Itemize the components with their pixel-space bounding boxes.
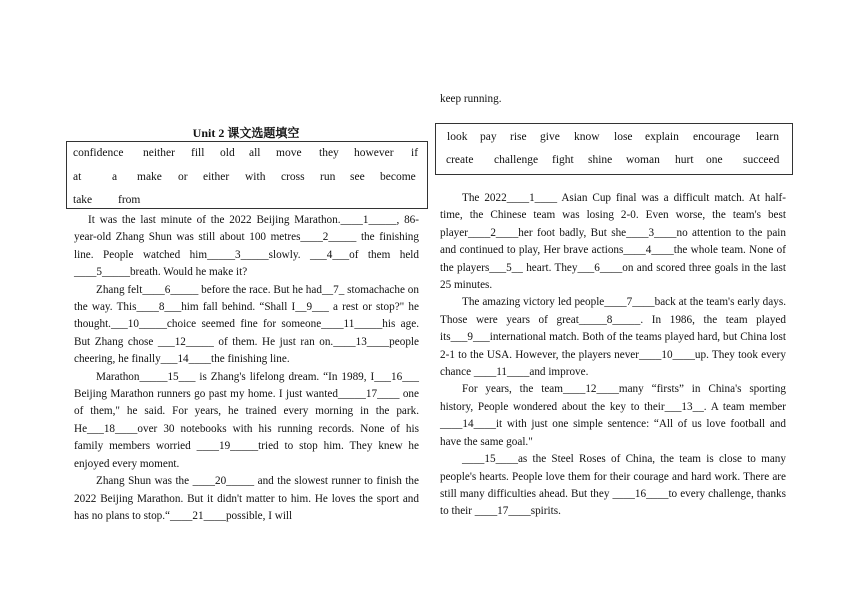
passage-marathon bbox=[74, 212, 419, 525]
passage-steel-roses bbox=[440, 190, 786, 521]
word-bank-word: neither bbox=[143, 147, 175, 159]
word-bank-word: they bbox=[319, 147, 339, 159]
paragraph: It was the last minute of the 2022 Beijing Marathon.____1_____, 86-year-old Zhang Shun was still about 100 metres____2_____ the finishing line. People watched him_____3_____slowly. ___4___of them held ____5_____breath. Would he make it? bbox=[74, 214, 419, 279]
word-bank-word: pay bbox=[480, 131, 497, 143]
word-bank-word: run bbox=[320, 171, 336, 183]
word-bank-word: move bbox=[276, 147, 302, 159]
paragraph: The amazing victory led people____7____back at the team's early days. Those were years of great_____8_____. In 1986, the team played its___9___international match. Both of the teams played hard, but China lost 2-1 to the USA. However, the players never____10____up. They took every chance ____11____and improve. bbox=[440, 296, 786, 379]
word-bank-word: make bbox=[137, 171, 162, 183]
word-bank-word: if bbox=[411, 147, 419, 159]
word-bank-left bbox=[66, 141, 428, 209]
word-bank-word: become bbox=[380, 171, 416, 183]
paragraph: For years, the team____12____many “firsts” in China's sporting history, People wondered about the key to their___13__. A team member ____14____it with just one simple sentence: “All of us love football and have the same goal." bbox=[440, 383, 786, 448]
word-bank-word: from bbox=[118, 194, 141, 206]
word-bank-word: cross bbox=[281, 171, 305, 183]
word-bank-word: lose bbox=[614, 131, 633, 143]
word-bank-word: encourage bbox=[693, 131, 741, 143]
word-bank-word: hurt bbox=[675, 154, 694, 166]
word-bank-word: either bbox=[203, 171, 230, 183]
word-bank-word: however bbox=[354, 147, 394, 159]
paragraph: Zhang Shun was the ____20_____ and the slowest runner to finish the 2022 Beijing Marathon. But it didn't matter to him. He loves the sport and has no plans to stop.“____21____possible, I will bbox=[74, 475, 419, 522]
word-bank-word: fight bbox=[552, 154, 574, 166]
word-bank-word: one bbox=[706, 154, 723, 166]
word-bank-word: with bbox=[245, 171, 266, 183]
word-bank-word: confidence bbox=[73, 147, 124, 159]
passage-continuation: keep running. bbox=[440, 93, 502, 105]
word-bank-word: at bbox=[73, 171, 82, 183]
word-bank-word: succeed bbox=[743, 154, 780, 166]
word-bank-word: look bbox=[447, 131, 468, 143]
word-bank-word: a bbox=[112, 171, 118, 183]
word-bank-word: woman bbox=[626, 154, 660, 166]
word-bank-word: learn bbox=[756, 131, 779, 143]
word-bank-word: challenge bbox=[494, 154, 539, 166]
word-bank-word: or bbox=[178, 171, 188, 183]
word-bank-word: take bbox=[73, 194, 93, 206]
paragraph: The 2022____1____ Asian Cup final was a difficult match. At half-time, the Chinese team was losing 2-0. Even worse, the team's best player____2____her foot badly, But she____3____no attention to the pain and continued to play, Her brave actions____4____the whole team. None of the players___5__ heart. They___6____on and scored three goals in the last 25 minutes. bbox=[440, 192, 786, 292]
word-bank-word: know bbox=[574, 131, 600, 143]
word-bank-word: fill bbox=[191, 147, 205, 159]
word-bank-word: old bbox=[220, 147, 235, 159]
word-bank-word: explain bbox=[645, 131, 679, 143]
page-title: Unit 2 课文选题填空 bbox=[192, 126, 300, 140]
word-bank-word: see bbox=[350, 171, 365, 183]
word-bank-right bbox=[435, 123, 793, 175]
word-bank-word: create bbox=[446, 154, 474, 166]
paragraph: ____15____as the Steel Roses of China, the team is close to many people's hearts. People love them for their courage and hard work. There are still many difficulties ahead. But they ____16____to every challenge, thanks to their ____17____spirits. bbox=[440, 453, 786, 518]
word-bank-word: all bbox=[249, 147, 261, 159]
word-bank-word: rise bbox=[510, 131, 527, 143]
word-bank-word: give bbox=[540, 131, 560, 143]
word-bank-word: shine bbox=[588, 154, 613, 166]
paragraph: Marathon_____15___ is Zhang's lifelong dream. “In 1989, I___16___ Beijing Marathon runners go past my home. I just wanted_____17____ one of them," he said. For years, he trained every morning in the park. He___18____over 30 notebooks with his running records. None of his family members worried ____19_____tried to stop him. They knew he enjoyed every moment. bbox=[74, 370, 419, 470]
paragraph: Zhang felt____6_____ before the race. But he had__7_ stomachache on the way. This____8___him fall behind. “Shall I__9___ a rest or stop?" he thought.___10_____choice seemed fine for someone____11_____his age. But Zhang chose ___12_____ of them. He just ran on.____13____people cheering, he finally___14____the finishing line. bbox=[74, 283, 419, 366]
